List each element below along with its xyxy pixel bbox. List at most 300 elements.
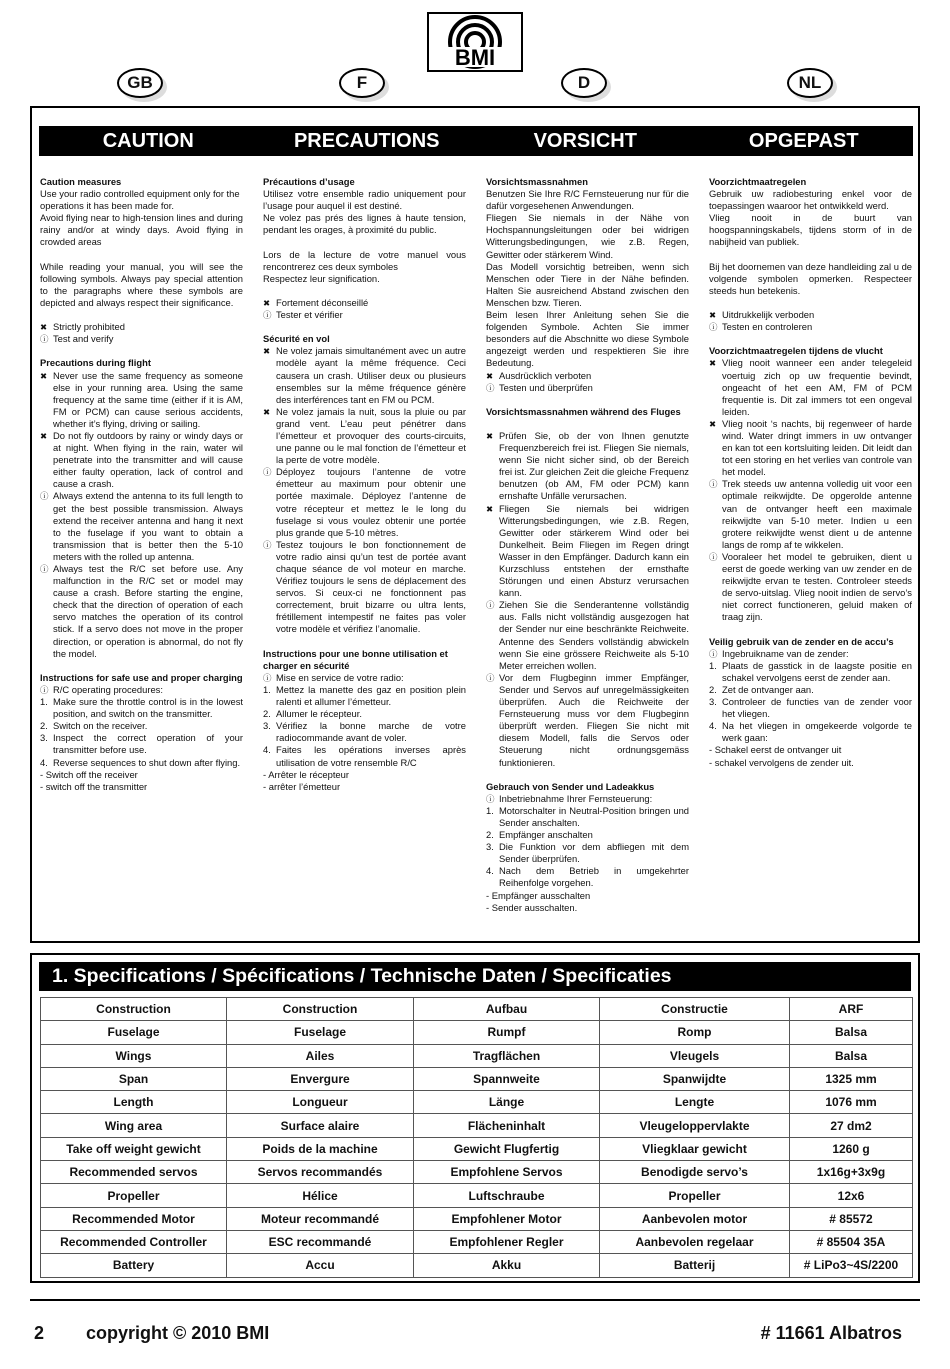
paragraph bbox=[486, 212, 689, 260]
table-cell: Poids de la machine bbox=[227, 1137, 414, 1160]
list-item bbox=[263, 309, 466, 321]
section-heading: Voorzichtmaatregelen bbox=[709, 176, 807, 187]
list-item-text: Plaats de gasstick in de laagste positie en schakel vervolgens eerst de zender aan. bbox=[722, 659, 912, 683]
spacer bbox=[709, 623, 912, 635]
list-number: 4. bbox=[263, 744, 271, 756]
table-cell: Constructie bbox=[600, 998, 790, 1021]
table-cell: Empfohlener Motor bbox=[414, 1207, 600, 1230]
table-row bbox=[41, 1184, 913, 1207]
table-row bbox=[41, 1254, 913, 1277]
list-item bbox=[709, 551, 912, 624]
prohibited-icon: ✖ bbox=[40, 322, 48, 333]
list-item-text: Nach dem Betrieb in umgekehrter Reihenfolge vorgehen. bbox=[499, 865, 689, 889]
paragraph bbox=[486, 261, 689, 309]
list-item bbox=[40, 757, 243, 769]
list-item bbox=[263, 720, 466, 744]
caution-header-f: PRECAUTIONS bbox=[293, 130, 440, 152]
list-item bbox=[263, 297, 466, 309]
prohibited-icon: ✖ bbox=[709, 418, 717, 429]
paragraph bbox=[40, 261, 243, 309]
list-item bbox=[40, 321, 243, 333]
table-row bbox=[41, 1230, 913, 1253]
paragraph bbox=[263, 273, 466, 285]
paragraph bbox=[40, 672, 243, 684]
page-number: 2 bbox=[34, 1323, 45, 1343]
paragraph-text: Das Modell vorsichtig betreiben, wenn sich Menschen oder Tiere in der Nähe befinden. Halten Sie ausreichend Abstand zwischen den Menschen bzw. Tieren. bbox=[486, 260, 689, 308]
table-cell: Servos recommandés bbox=[227, 1161, 414, 1184]
verify-icon: ⓘ bbox=[263, 467, 272, 478]
list-item-text: Empfänger anschalten bbox=[499, 829, 593, 841]
list-item-text: Allumer le récepteur. bbox=[276, 708, 362, 720]
list-item bbox=[40, 563, 243, 660]
section-heading: Precautions during flight bbox=[40, 357, 151, 369]
paragraph-text: Ne volez pas prés des lignes à haute tension, pendant les orages, à proximité du public. bbox=[263, 212, 466, 236]
list-item-text: Inbetriebnahme Ihrer Fernsteuerung: bbox=[499, 792, 653, 804]
list-item bbox=[263, 708, 466, 720]
table-cell: 1325 mm bbox=[790, 1067, 913, 1090]
list-item bbox=[709, 696, 912, 720]
list-item-text: Mise en service de votre radio: bbox=[276, 671, 404, 683]
table-cell: Span bbox=[41, 1067, 227, 1090]
list-item-text: Never use the same frequency as someone else in your running area. Using the same frequency at the same time (either if it is AM, FM or PCM) can cause serious accidents, whether it’s flying, driving or sailing. bbox=[53, 369, 243, 429]
table-cell: Envergure bbox=[227, 1067, 414, 1090]
list-number: 1. bbox=[263, 683, 271, 695]
list-item-text: Faites les opérations inverses après utilisation de votre rensemble R/C bbox=[276, 744, 466, 768]
section-heading: Vorsichtsmassnahmen während des Fluges bbox=[486, 405, 681, 417]
table-cell: Hélice bbox=[227, 1184, 414, 1207]
table-cell: Batterij bbox=[600, 1254, 790, 1277]
list-number: 4. bbox=[40, 756, 48, 768]
table-cell: Empfohlener Regler bbox=[414, 1230, 600, 1253]
paragraph-text: - switch off the transmitter bbox=[40, 780, 148, 792]
logo-text: BMI bbox=[454, 45, 496, 70]
table-cell: Wing area bbox=[41, 1114, 227, 1137]
paragraph bbox=[40, 176, 243, 188]
list-item bbox=[263, 672, 466, 684]
product-number: # 11661 Albatros bbox=[760, 1323, 902, 1343]
paragraph-text: Vlieg nooit in de buurt van hoogspanningskabels, tijdens storm of in de nabijheid van publiek. bbox=[709, 212, 912, 248]
table-cell: Propeller bbox=[600, 1184, 790, 1207]
footer-divider bbox=[30, 1299, 920, 1301]
spacer bbox=[40, 309, 243, 321]
list-item-text: Tester et vérifier bbox=[276, 309, 343, 321]
language-d: D bbox=[561, 68, 607, 98]
list-item bbox=[486, 865, 689, 889]
section-heading: Caution measures bbox=[40, 176, 122, 187]
caution-header-bar bbox=[39, 126, 913, 156]
list-item bbox=[486, 841, 689, 865]
list-number: 1. bbox=[486, 804, 494, 816]
paragraph bbox=[263, 781, 466, 793]
caution-header-d: VORSICHT bbox=[533, 130, 637, 152]
verify-icon: ⓘ bbox=[40, 334, 49, 345]
list-item-text: Test and verify bbox=[53, 333, 114, 345]
paragraph bbox=[709, 261, 912, 297]
list-item bbox=[709, 309, 912, 321]
list-item bbox=[709, 648, 912, 660]
spacer bbox=[263, 636, 466, 648]
column-english bbox=[40, 176, 243, 793]
list-item bbox=[40, 370, 243, 430]
section-heading: Vorsichtsmassnahmen bbox=[486, 176, 588, 187]
list-item-text: Reverse sequences to shut down after flying. bbox=[53, 756, 241, 768]
spacer bbox=[40, 345, 243, 357]
table-cell: Vleugels bbox=[600, 1044, 790, 1067]
table-cell: Construction bbox=[41, 998, 227, 1021]
prohibited-icon: ✖ bbox=[486, 370, 494, 381]
paragraph bbox=[486, 406, 689, 418]
list-number: 3. bbox=[40, 732, 48, 744]
list-number: 3. bbox=[486, 841, 494, 853]
list-number: 2. bbox=[709, 683, 717, 695]
table-cell: # LiPo3~4S/2200 bbox=[790, 1254, 913, 1277]
list-item-text: Uitdrukkelijk verboden bbox=[722, 309, 815, 321]
paragraph bbox=[263, 648, 466, 672]
verify-icon: ⓘ bbox=[40, 491, 49, 502]
prohibited-icon: ✖ bbox=[486, 503, 494, 514]
paragraph bbox=[486, 309, 689, 369]
table-row bbox=[41, 1137, 913, 1160]
table-cell: Gewicht Flugfertig bbox=[414, 1137, 600, 1160]
table-cell: Accu bbox=[227, 1254, 414, 1277]
list-item bbox=[486, 805, 689, 829]
verify-icon: ⓘ bbox=[486, 382, 495, 393]
table-cell: 12x6 bbox=[790, 1184, 913, 1207]
section-heading: Voorzichtmaatregelen tijdens de vlucht bbox=[709, 345, 883, 357]
list-item bbox=[709, 720, 912, 744]
list-item bbox=[263, 466, 466, 539]
table-cell: # 85504 35A bbox=[790, 1230, 913, 1253]
paragraph-text: Beim lesen Ihrer Anleitung sehen Sie die folgenden Symbole. Achten Sie immer besonders auf die Abschnitte wo diese Symbole angezeigt werden und respektieren Sie ihre Bedeutung. bbox=[486, 309, 689, 369]
list-item-text: Fortement déconseillé bbox=[276, 296, 369, 308]
paragraph bbox=[709, 176, 912, 188]
section-heading: Précautions d’usage bbox=[263, 176, 355, 187]
list-item bbox=[40, 684, 243, 696]
paragraph bbox=[40, 212, 243, 248]
list-item bbox=[486, 370, 689, 382]
list-item-text: Always test the R/C set before use. Any malfunction in the R/C set or model may cause a crash. Before starting the engine, check that the direction of operation of each servo matches the operation of its control stick. If a servo does not move in the proper direction, or operation is abnormal, do not fly the model. bbox=[53, 563, 243, 659]
list-item-text: Vlieg nooit ‘s nachts, bij regenweer of harde wind. Water dringt immers in uw ontvanger en kan tot een kortsluiting leiden. Dit leidt dan tot een storing en het verlies van controle van het model. bbox=[722, 417, 912, 478]
list-item bbox=[486, 672, 689, 769]
spacer bbox=[263, 236, 466, 248]
list-item bbox=[263, 684, 466, 708]
spacer bbox=[486, 418, 689, 430]
table-cell: Ailes bbox=[227, 1044, 414, 1067]
language-f: F bbox=[339, 68, 385, 98]
table-cell: Aanbevolen regelaar bbox=[600, 1230, 790, 1253]
table-cell: Fuselage bbox=[227, 1021, 414, 1044]
paragraph bbox=[40, 357, 243, 369]
paragraph-text: Use your radio controlled equipment only for the operations it has been made for. bbox=[40, 188, 240, 212]
paragraph bbox=[486, 781, 689, 793]
prohibited-icon: ✖ bbox=[263, 346, 271, 357]
table-cell: Take off weight gewicht bbox=[41, 1137, 227, 1160]
list-number: 2. bbox=[263, 708, 271, 720]
table-cell: Recommended Controller bbox=[41, 1230, 227, 1253]
table-cell: # 85572 bbox=[790, 1207, 913, 1230]
paragraph-text: While reading your manual, you will see the following symbols. Always pay special attention to the paragraphs where these symbols are depicted and always respect their significance. bbox=[40, 260, 243, 308]
table-cell: Rumpf bbox=[414, 1021, 600, 1044]
paragraph-text: - schakel vervolgens de zender uit. bbox=[709, 756, 854, 768]
table-cell: Spanwijdte bbox=[600, 1067, 790, 1090]
prohibited-icon: ✖ bbox=[486, 430, 494, 441]
list-item-text: Controleer de functies van de zender voor het vliegen. bbox=[722, 696, 912, 720]
table-cell: Wings bbox=[41, 1044, 227, 1067]
paragraph bbox=[486, 176, 689, 188]
list-number: 1. bbox=[709, 659, 717, 671]
paragraph-text: - arrêter l’émetteur bbox=[263, 780, 341, 792]
paragraph-text: Bij het doornemen van deze handleiding zal u de volgende symbolen opmerken. Respecteer steeds hun betekenis. bbox=[709, 260, 912, 296]
list-item bbox=[709, 321, 912, 333]
paragraph-text: Fliegen Sie niemals in der Nähe von Hochspannungsleitungen oder bei widrigen Witterungsbedingungen, wie z.B. Regen, Gewitter oder stärkerem Wind. bbox=[486, 212, 689, 260]
table-cell: 1076 mm bbox=[790, 1091, 913, 1114]
list-item-text: Trek steeds uw antenna volledig uit voor een optimale reikwijdte. De opgerolde antenne van de ontvanger heeft een maximale reikwijdte van 5-10 meter. Indien u een grotere reikwijdte wenst dient u de antenne langs de romp af te wikkelen. bbox=[722, 478, 912, 550]
paragraph bbox=[263, 769, 466, 781]
verify-icon: ⓘ bbox=[486, 793, 495, 804]
table-cell: Vleugeloppervlakte bbox=[600, 1114, 790, 1137]
list-item-text: Vooraleer het model te gebruiken, dient u eerst de goede werking van uw zender en de reikwijdte ervan te testen. Controleer steeds de servo-uitslag. Vlieg nooit indien de servo’s niet correct functioneren, geluid maken of traag zijn. bbox=[722, 550, 912, 623]
table-cell: 27 dm2 bbox=[790, 1114, 913, 1137]
paragraph bbox=[263, 176, 466, 188]
column-french bbox=[263, 176, 466, 793]
caution-header-nl: OPGEPAST bbox=[748, 130, 859, 152]
verify-icon: ⓘ bbox=[709, 648, 718, 659]
paragraph bbox=[40, 188, 243, 212]
table-row bbox=[41, 1091, 913, 1114]
list-item-text: Ingebruikname van de zender: bbox=[722, 647, 849, 659]
table-cell: Luftschraube bbox=[414, 1184, 600, 1207]
list-item bbox=[486, 829, 689, 841]
specifications-title: 1. Specifications / Spécifications / Technische Daten / Specificaties bbox=[39, 962, 911, 991]
list-item bbox=[263, 406, 466, 466]
list-item bbox=[486, 793, 689, 805]
table-row bbox=[41, 1161, 913, 1184]
paragraph-text: - Arrêter le récepteur bbox=[263, 768, 349, 780]
list-item bbox=[709, 418, 912, 478]
list-item-text: Ne volez jamais simultanément avec un autre modèle ayant la même fréquence. Ceci causera un crash. Utiliser deux ou plusieurs ensembles sur la même fréquence génère des interférences tant en FM ou PCM. bbox=[276, 345, 466, 405]
table-cell: Moteur recommandé bbox=[227, 1207, 414, 1230]
list-item bbox=[40, 696, 243, 720]
list-item-text: Switch on the receiver. bbox=[53, 720, 148, 732]
list-item-text: Fliegen Sie niemals bei widrigen Witterungsbedingungen, wie z.B. Regen, Gewitter oder stärkerem Wind oder bei Dunkelheit. Beim Fliegen im Regen dringt Wasser in den Empfänger. Dadurch kann ein Kurzschluss entstehen der ernsthafte Störungen und einen Absturz verursachen kann. bbox=[499, 502, 689, 599]
list-item bbox=[709, 684, 912, 696]
paragraph-text: Gebruik uw radiobesturing enkel voor de toepassingen waaroor het ontwikkeld werd. bbox=[709, 188, 912, 212]
spacer bbox=[263, 321, 466, 333]
prohibited-icon: ✖ bbox=[40, 370, 48, 381]
table-cell: Balsa bbox=[790, 1044, 913, 1067]
list-item-text: Inspect the correct operation of your transmitter before use. bbox=[53, 732, 243, 756]
list-number: 1. bbox=[40, 696, 48, 708]
table-cell: Longueur bbox=[227, 1091, 414, 1114]
table-cell: Lengte bbox=[600, 1091, 790, 1114]
list-item-text: Motorschalter in Neutral-Position bringen und Sender anschalten. bbox=[499, 804, 689, 828]
list-item-text: Mettez la manette des gaz en position plein ralenti et allumer l’émetteur. bbox=[276, 683, 466, 708]
table-cell: Aufbau bbox=[414, 998, 600, 1021]
list-item-text: Zet de ontvanger aan. bbox=[722, 683, 814, 695]
table-cell: Battery bbox=[41, 1254, 227, 1277]
table-cell: Spannweite bbox=[414, 1067, 600, 1090]
table-cell: Construction bbox=[227, 998, 414, 1021]
column-dutch bbox=[709, 176, 912, 769]
copyright: copyright © 2010 BMI bbox=[86, 1323, 270, 1343]
table-cell: Empfohlene Servos bbox=[414, 1161, 600, 1184]
verify-icon: ⓘ bbox=[263, 672, 272, 683]
list-item-text: Ausdrücklich verboten bbox=[499, 369, 592, 381]
verify-icon: ⓘ bbox=[263, 310, 272, 321]
paragraph bbox=[263, 249, 466, 273]
bmi-logo bbox=[427, 12, 523, 72]
list-item bbox=[40, 430, 243, 490]
list-item-text: Do not fly outdoors by rainy or windy days or at night. When flying in the rain, water wil penetrate into the transmitter and will cause either faulty operation, lack of control and cause a crash. bbox=[53, 429, 243, 490]
paragraph bbox=[709, 744, 912, 756]
list-number: 3. bbox=[263, 720, 271, 732]
list-item-text: Testen und überprüfen bbox=[499, 381, 593, 393]
paragraph bbox=[40, 781, 243, 793]
list-item bbox=[709, 478, 912, 551]
section-heading: Instructions pour une bonne utilisation et charger en sécurité bbox=[263, 647, 448, 671]
list-item-text: Ziehen Sie die Senderantenne vollständig aus. Falls nicht vollständig ausgezogen hat der Sender nur eine beschränkte Reichweite. Antenne des Senders vollständig abwickeln wenn Sie eine grössere Reichweite als 5-10 Meter erreichen wollen. bbox=[499, 599, 689, 671]
list-item-text: Die Funktion vor dem abfliegen mit dem Sender überprüfen. bbox=[499, 841, 689, 865]
table-cell: Akku bbox=[414, 1254, 600, 1277]
section-heading: Instructions for safe use and proper charging bbox=[40, 671, 243, 683]
section-heading: Veilig gebruik van de zender en de accu’s bbox=[709, 635, 894, 647]
verify-icon: ⓘ bbox=[486, 672, 495, 683]
verify-icon: ⓘ bbox=[709, 322, 718, 333]
prohibited-icon: ✖ bbox=[263, 297, 271, 308]
spacer bbox=[263, 285, 466, 297]
language-gb: GB bbox=[117, 68, 163, 98]
table-cell: Balsa bbox=[790, 1021, 913, 1044]
list-item bbox=[709, 357, 912, 417]
table-cell: Length bbox=[41, 1091, 227, 1114]
verify-icon: ⓘ bbox=[486, 600, 495, 611]
list-item bbox=[263, 744, 466, 768]
table-row bbox=[41, 1067, 913, 1090]
table-cell: Surface alaire bbox=[227, 1114, 414, 1137]
list-item-text: Testez toujours le bon fonctionnement de votre radio ainsi qu’un test de portée avant chaque séance de vol moteur en marche. Vérifiez toujours le sens de déplacement des servos. Si ceux-ci ne fonctionnent pas correctement, bruit bizarre ou ultra lents, frétillement intempestif ne faites pas voler votre modèle et vérifiez l’anomalie. bbox=[276, 538, 466, 635]
list-item bbox=[40, 333, 243, 345]
verify-icon: ⓘ bbox=[709, 551, 718, 562]
spacer bbox=[40, 660, 243, 672]
section-heading: Sécurité en vol bbox=[263, 333, 330, 345]
list-number: 4. bbox=[709, 720, 717, 732]
paragraph-text: Utilisez votre ensemble radio uniquement pour l’usage pour auquel il est destiné. bbox=[263, 188, 466, 212]
list-item bbox=[40, 720, 243, 732]
table-row bbox=[41, 1114, 913, 1137]
paragraph-text: Avoid flying near to high-tension lines and during rainy and/or at windy days. Avoid flying in crowded areas bbox=[40, 212, 243, 248]
list-item-text: Na het vliegen in omgekeerde volgorde te werk gaan: bbox=[722, 720, 912, 744]
language-nl: NL bbox=[787, 68, 833, 98]
list-item bbox=[263, 345, 466, 405]
paragraph bbox=[263, 188, 466, 212]
table-row bbox=[41, 998, 913, 1021]
caution-section bbox=[30, 106, 920, 943]
spacer bbox=[709, 297, 912, 309]
table-cell: 1x16g+3x9g bbox=[790, 1161, 913, 1184]
verify-icon: ⓘ bbox=[709, 479, 718, 490]
table-row bbox=[41, 1044, 913, 1067]
prohibited-icon: ✖ bbox=[40, 430, 48, 441]
verify-icon: ⓘ bbox=[40, 564, 49, 574]
paragraph-text: Lors de la lecture de votre manuel vous rencontrerez ces deux symboles bbox=[263, 248, 466, 272]
prohibited-icon: ✖ bbox=[709, 358, 717, 369]
paragraph bbox=[709, 345, 912, 357]
table-row bbox=[41, 1021, 913, 1044]
list-item bbox=[40, 490, 243, 563]
specifications-table bbox=[40, 997, 913, 1278]
list-number: 3. bbox=[709, 696, 717, 708]
list-item-text: Vlieg nooit wanneer een ander telegeleid voertuig zich op uw frequentie bevindt, ongeacht of het een AM, FM of PCM frequentie is. Dit zal immers tot een ongeval leiden. bbox=[722, 357, 912, 417]
table-row bbox=[41, 1207, 913, 1230]
table-cell: Propeller bbox=[41, 1184, 227, 1207]
caution-header-gb: CAUTION bbox=[102, 130, 194, 152]
spacer bbox=[709, 333, 912, 345]
table-cell: 1260 g bbox=[790, 1137, 913, 1160]
list-item-text: Vor dem Flugbeginn immer Empfänger, Sender und Servos auf unregelmässigkeiten überprüfen. Auch die Reichweite der Fernsteuerung muss vor dem Flugbeginn überprüft werden. Fliegen Sie nicht mit diesem Modell, falls die Servos oder Steuerung nicht ordnungsgemäss funktionieren. bbox=[499, 671, 689, 768]
table-cell: Flächeninhalt bbox=[414, 1114, 600, 1137]
table-cell: Vliegklaar gewicht bbox=[600, 1137, 790, 1160]
list-item bbox=[486, 430, 689, 503]
paragraph-text: Benutzen Sie Ihre R/C Fernsteuerung nur für die dafür vorgesehenen Anwendungen. bbox=[486, 188, 689, 212]
verify-icon: ⓘ bbox=[40, 684, 49, 695]
list-item-text: Vérifiez la bonne marche de votre radiocommande avant de voler. bbox=[276, 720, 466, 744]
table-cell: ARF bbox=[790, 998, 913, 1021]
table-cell: Romp bbox=[600, 1021, 790, 1044]
paragraph bbox=[709, 636, 912, 648]
prohibited-icon: ✖ bbox=[709, 310, 717, 321]
list-item-text: Déployez toujours l’antenne de votre émetteur au maximum pour obtenir une portée maximale. Déployez l’antenne de votre récepteur et mettez le le long du fuselage si vous voulez obtenir une portée plus grande que 5-10 mètres. bbox=[276, 466, 466, 538]
paragraph-text: - Switch off the receiver bbox=[40, 768, 138, 780]
list-item-text: Strictly prohibited bbox=[53, 321, 125, 333]
prohibited-icon: ✖ bbox=[263, 406, 271, 417]
table-cell: Benodigde servo’s bbox=[600, 1161, 790, 1184]
paragraph-text: - Sender ausschalten. bbox=[486, 901, 578, 913]
list-number: 4. bbox=[486, 865, 494, 877]
list-item bbox=[486, 503, 689, 600]
paragraph-text: Respectez leur signification. bbox=[263, 272, 380, 284]
column-german bbox=[486, 176, 689, 914]
paragraph bbox=[263, 212, 466, 236]
paragraph bbox=[263, 333, 466, 345]
spacer bbox=[40, 249, 243, 261]
paragraph bbox=[486, 890, 689, 902]
paragraph bbox=[486, 188, 689, 212]
section-heading: Gebrauch von Sender und Ladeakkus bbox=[486, 780, 655, 792]
paragraph-text: - Empfänger ausschalten bbox=[486, 889, 591, 901]
list-item-text: Always extend the antenna to its full length to get the best possible transmission. Always extend the receiver antenna and hang it next to the fuselage if you want to obtain a transmission that is better then the 5-10 meters with the rolled up antenna. bbox=[53, 490, 243, 562]
verify-icon: ⓘ bbox=[263, 539, 272, 550]
list-item-text: R/C operating procedures: bbox=[53, 683, 163, 695]
list-number: 2. bbox=[486, 829, 494, 841]
table-cell: Tragflächen bbox=[414, 1044, 600, 1067]
table-cell: Fuselage bbox=[41, 1021, 227, 1044]
paragraph bbox=[709, 188, 912, 212]
list-item bbox=[486, 382, 689, 394]
list-number: 2. bbox=[40, 720, 48, 732]
list-item bbox=[40, 732, 243, 756]
table-cell: Länge bbox=[414, 1091, 600, 1114]
table-cell: Recommended servos bbox=[41, 1161, 227, 1184]
paragraph bbox=[709, 757, 912, 769]
list-item-text: Testen en controleren bbox=[722, 321, 813, 333]
paragraph bbox=[486, 902, 689, 914]
table-cell: Recommended Motor bbox=[41, 1207, 227, 1230]
table-cell: ESC recommandé bbox=[227, 1230, 414, 1253]
list-item-text: Make sure the throttle control is in the lowest position, and switch on the transmitter. bbox=[53, 696, 243, 720]
list-item bbox=[709, 660, 912, 684]
spacer bbox=[486, 769, 689, 781]
paragraph-text: - Schakel eerst de ontvanger uit bbox=[709, 744, 842, 756]
